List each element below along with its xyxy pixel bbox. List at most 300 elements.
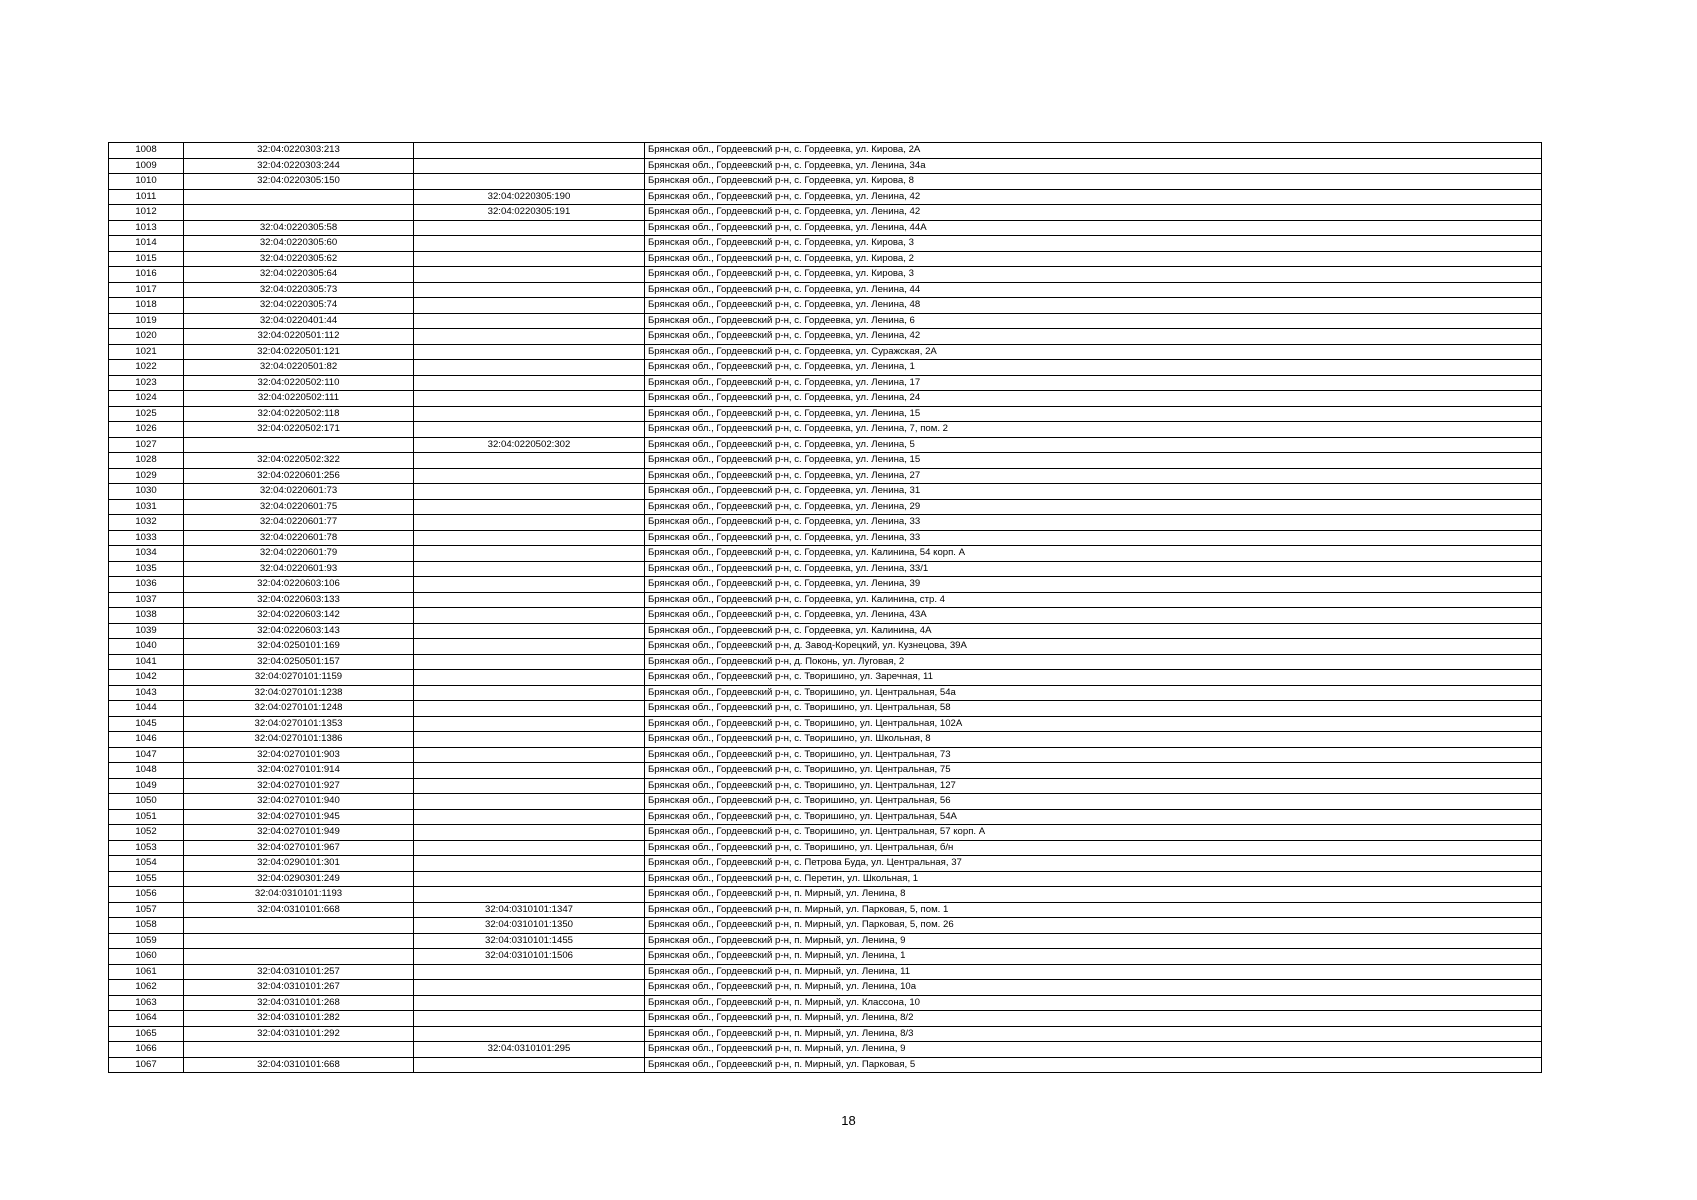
cadastral-number-cell: 32:04:0220601:256 xyxy=(184,468,414,484)
cadastral-number-cell: 32:04:0250101:169 xyxy=(184,639,414,655)
table-row xyxy=(109,267,1542,283)
address-cell: Брянская обл., Гордеевский р-н, с. Перетин, ул. Школьная, 1 xyxy=(645,871,1542,887)
table-row xyxy=(109,887,1542,903)
row-number-cell: 1026 xyxy=(109,422,184,438)
table-row xyxy=(109,670,1542,686)
address-cell: Брянская обл., Гордеевский р-н, с. Гордеевка, ул. Калинина, 4А xyxy=(645,623,1542,639)
row-number-cell: 1009 xyxy=(109,158,184,174)
cadastral-number-cell: 32:04:0270101:967 xyxy=(184,840,414,856)
table-row xyxy=(109,174,1542,190)
related-cadastral-number-cell xyxy=(414,701,645,717)
related-cadastral-number-cell xyxy=(414,313,645,329)
related-cadastral-number-cell xyxy=(414,1011,645,1027)
row-number-cell: 1066 xyxy=(109,1042,184,1058)
related-cadastral-number-cell xyxy=(414,639,645,655)
address-cell: Брянская обл., Гордеевский р-н, с. Гордеевка, ул. Ленина, 15 xyxy=(645,406,1542,422)
cadastral-number-cell: 32:04:0310101:257 xyxy=(184,964,414,980)
property-registry-table xyxy=(108,142,1542,1073)
row-number-cell: 1045 xyxy=(109,716,184,732)
table-row xyxy=(109,902,1542,918)
related-cadastral-number-cell xyxy=(414,809,645,825)
address-cell: Брянская обл., Гордеевский р-н, с. Гордеевка, ул. Ленина, 5 xyxy=(645,437,1542,453)
related-cadastral-number-cell xyxy=(414,592,645,608)
table-row xyxy=(109,437,1542,453)
cadastral-number-cell: 32:04:0220501:82 xyxy=(184,360,414,376)
related-cadastral-number-cell: 32:04:0220305:191 xyxy=(414,205,645,221)
cadastral-number-cell: 32:04:0270101:1248 xyxy=(184,701,414,717)
cadastral-number-cell: 32:04:0310101:267 xyxy=(184,980,414,996)
related-cadastral-number-cell xyxy=(414,236,645,252)
cadastral-number-cell: 32:04:0220305:58 xyxy=(184,220,414,236)
row-number-cell: 1038 xyxy=(109,608,184,624)
row-number-cell: 1008 xyxy=(109,143,184,159)
related-cadastral-number-cell xyxy=(414,980,645,996)
cadastral-number-cell: 32:04:0220303:244 xyxy=(184,158,414,174)
row-number-cell: 1049 xyxy=(109,778,184,794)
related-cadastral-number-cell xyxy=(414,375,645,391)
related-cadastral-number-cell xyxy=(414,174,645,190)
related-cadastral-number-cell xyxy=(414,825,645,841)
table-row xyxy=(109,809,1542,825)
cadastral-number-cell: 32:04:0310101:1193 xyxy=(184,887,414,903)
row-number-cell: 1046 xyxy=(109,732,184,748)
table-row xyxy=(109,608,1542,624)
cadastral-number-cell: 32:04:0220305:60 xyxy=(184,236,414,252)
row-number-cell: 1064 xyxy=(109,1011,184,1027)
table-row xyxy=(109,623,1542,639)
row-number-cell: 1016 xyxy=(109,267,184,283)
related-cadastral-number-cell: 32:04:0310101:1506 xyxy=(414,949,645,965)
address-cell: Брянская обл., Гордеевский р-н, с. Гордеевка, ул. Ленина, 15 xyxy=(645,453,1542,469)
cadastral-number-cell xyxy=(184,918,414,934)
address-cell: Брянская обл., Гордеевский р-н, с. Петрова Буда, ул. Центральная, 37 xyxy=(645,856,1542,872)
row-number-cell: 1035 xyxy=(109,561,184,577)
table-row xyxy=(109,453,1542,469)
address-cell: Брянская обл., Гордеевский р-н, с. Гордеевка, ул. Суражская, 2А xyxy=(645,344,1542,360)
row-number-cell: 1037 xyxy=(109,592,184,608)
row-number-cell: 1028 xyxy=(109,453,184,469)
address-cell: Брянская обл., Гордеевский р-н, д. Завод-Корецкий, ул. Кузнецова, 39А xyxy=(645,639,1542,655)
row-number-cell: 1061 xyxy=(109,964,184,980)
table-row xyxy=(109,964,1542,980)
row-number-cell: 1055 xyxy=(109,871,184,887)
table-row xyxy=(109,778,1542,794)
table-row xyxy=(109,499,1542,515)
table-row xyxy=(109,468,1542,484)
related-cadastral-number-cell xyxy=(414,623,645,639)
table-row xyxy=(109,763,1542,779)
table-row xyxy=(109,205,1542,221)
related-cadastral-number-cell xyxy=(414,530,645,546)
table-row xyxy=(109,282,1542,298)
address-cell: Брянская обл., Гордеевский р-н, с. Творишино, ул. Центральная, 102А xyxy=(645,716,1542,732)
table-row xyxy=(109,1011,1542,1027)
related-cadastral-number-cell: 32:04:0310101:1347 xyxy=(414,902,645,918)
related-cadastral-number-cell xyxy=(414,778,645,794)
cadastral-number-cell: 32:04:0220603:143 xyxy=(184,623,414,639)
row-number-cell: 1067 xyxy=(109,1057,184,1073)
cadastral-number-cell: 32:04:0220303:213 xyxy=(184,143,414,159)
related-cadastral-number-cell: 32:04:0310101:1350 xyxy=(414,918,645,934)
address-cell: Брянская обл., Гордеевский р-н, п. Мирный, ул. Классона, 10 xyxy=(645,995,1542,1011)
cadastral-number-cell: 32:04:0220601:93 xyxy=(184,561,414,577)
cadastral-number-cell: 32:04:0270101:1238 xyxy=(184,685,414,701)
row-number-cell: 1027 xyxy=(109,437,184,453)
address-cell: Брянская обл., Гордеевский р-н, с. Творишино, ул. Центральная, 58 xyxy=(645,701,1542,717)
cadastral-number-cell: 32:04:0270101:1386 xyxy=(184,732,414,748)
row-number-cell: 1044 xyxy=(109,701,184,717)
related-cadastral-number-cell xyxy=(414,143,645,159)
row-number-cell: 1011 xyxy=(109,189,184,205)
address-cell: Брянская обл., Гордеевский р-н, с. Гордеевка, ул. Кирова, 2А xyxy=(645,143,1542,159)
address-cell: Брянская обл., Гордеевский р-н, с. Творишино, ул. Центральная, 75 xyxy=(645,763,1542,779)
related-cadastral-number-cell xyxy=(414,344,645,360)
table-row xyxy=(109,871,1542,887)
related-cadastral-number-cell xyxy=(414,484,645,500)
row-number-cell: 1058 xyxy=(109,918,184,934)
row-number-cell: 1014 xyxy=(109,236,184,252)
cadastral-number-cell: 32:04:0220502:118 xyxy=(184,406,414,422)
cadastral-number-cell xyxy=(184,949,414,965)
address-cell: Брянская обл., Гордеевский р-н, с. Гордеевка, ул. Ленина, 42 xyxy=(645,205,1542,221)
address-cell: Брянская обл., Гордеевский р-н, с. Гордеевка, ул. Ленина, 39 xyxy=(645,577,1542,593)
address-cell: Брянская обл., Гордеевский р-н, с. Творишино, ул. Центральная, 127 xyxy=(645,778,1542,794)
cadastral-number-cell xyxy=(184,933,414,949)
related-cadastral-number-cell xyxy=(414,329,645,345)
address-cell: Брянская обл., Гордеевский р-н, с. Гордеевка, ул. Ленина, 1 xyxy=(645,360,1542,376)
cadastral-number-cell: 32:04:0220305:64 xyxy=(184,267,414,283)
cadastral-number-cell: 32:04:0310101:268 xyxy=(184,995,414,1011)
address-cell: Брянская обл., Гордеевский р-н, с. Гордеевка, ул. Ленина, 43А xyxy=(645,608,1542,624)
page-number: 18 xyxy=(841,1113,856,1128)
table-row xyxy=(109,143,1542,159)
related-cadastral-number-cell xyxy=(414,995,645,1011)
related-cadastral-number-cell xyxy=(414,499,645,515)
cadastral-number-cell: 32:04:0310101:668 xyxy=(184,902,414,918)
related-cadastral-number-cell xyxy=(414,856,645,872)
table-row xyxy=(109,344,1542,360)
table-row xyxy=(109,251,1542,267)
row-number-cell: 1019 xyxy=(109,313,184,329)
address-cell: Брянская обл., Гордеевский р-н, п. Мирный, ул. Ленина, 1 xyxy=(645,949,1542,965)
address-cell: Брянская обл., Гордеевский р-н, с. Гордеевка, ул. Ленина, 33/1 xyxy=(645,561,1542,577)
address-cell: Брянская обл., Гордеевский р-н, п. Мирный, ул. Ленина, 11 xyxy=(645,964,1542,980)
row-number-cell: 1051 xyxy=(109,809,184,825)
row-number-cell: 1032 xyxy=(109,515,184,531)
cadastral-number-cell: 32:04:0220601:79 xyxy=(184,546,414,562)
row-number-cell: 1015 xyxy=(109,251,184,267)
table-row xyxy=(109,732,1542,748)
related-cadastral-number-cell xyxy=(414,763,645,779)
row-number-cell: 1065 xyxy=(109,1026,184,1042)
table-row xyxy=(109,329,1542,345)
cadastral-number-cell: 32:04:0270101:1159 xyxy=(184,670,414,686)
row-number-cell: 1059 xyxy=(109,933,184,949)
address-cell: Брянская обл., Гордеевский р-н, п. Мирный, ул. Парковая, 5 xyxy=(645,1057,1542,1073)
row-number-cell: 1013 xyxy=(109,220,184,236)
table-row xyxy=(109,406,1542,422)
address-cell: Брянская обл., Гордеевский р-н, с. Гордеевка, ул. Ленина, 31 xyxy=(645,484,1542,500)
address-cell: Брянская обл., Гордеевский р-н, с. Творишино, ул. Центральная, б/н xyxy=(645,840,1542,856)
address-cell: Брянская обл., Гордеевский р-н, с. Гордеевка, ул. Кирова, 3 xyxy=(645,236,1542,252)
address-cell: Брянская обл., Гордеевский р-н, с. Гордеевка, ул. Кирова, 3 xyxy=(645,267,1542,283)
address-cell: Брянская обл., Гордеевский р-н, с. Гордеевка, ул. Кирова, 2 xyxy=(645,251,1542,267)
table-row xyxy=(109,716,1542,732)
address-cell: Брянская обл., Гордеевский р-н, с. Гордеевка, ул. Ленина, 44 xyxy=(645,282,1542,298)
related-cadastral-number-cell: 32:04:0220305:190 xyxy=(414,189,645,205)
cadastral-number-cell: 32:04:0220305:73 xyxy=(184,282,414,298)
row-number-cell: 1040 xyxy=(109,639,184,655)
row-number-cell: 1054 xyxy=(109,856,184,872)
related-cadastral-number-cell xyxy=(414,406,645,422)
address-cell: Брянская обл., Гордеевский р-н, с. Гордеевка, ул. Ленина, 24 xyxy=(645,391,1542,407)
related-cadastral-number-cell xyxy=(414,515,645,531)
cadastral-number-cell xyxy=(184,205,414,221)
row-number-cell: 1048 xyxy=(109,763,184,779)
row-number-cell: 1033 xyxy=(109,530,184,546)
related-cadastral-number-cell xyxy=(414,220,645,236)
row-number-cell: 1053 xyxy=(109,840,184,856)
cadastral-number-cell: 32:04:0220603:133 xyxy=(184,592,414,608)
table-row xyxy=(109,189,1542,205)
registry-table-body xyxy=(109,143,1542,1073)
related-cadastral-number-cell xyxy=(414,794,645,810)
table-row xyxy=(109,856,1542,872)
address-cell: Брянская обл., Гордеевский р-н, с. Гордеевка, ул. Ленина, 34а xyxy=(645,158,1542,174)
related-cadastral-number-cell xyxy=(414,608,645,624)
table-row xyxy=(109,949,1542,965)
address-cell: Брянская обл., Гордеевский р-н, с. Гордеевка, ул. Ленина, 44А xyxy=(645,220,1542,236)
address-cell: Брянская обл., Гордеевский р-н, д. Поконь, ул. Луговая, 2 xyxy=(645,654,1542,670)
row-number-cell: 1042 xyxy=(109,670,184,686)
cadastral-number-cell: 32:04:0270101:949 xyxy=(184,825,414,841)
row-number-cell: 1010 xyxy=(109,174,184,190)
table-row xyxy=(109,530,1542,546)
row-number-cell: 1029 xyxy=(109,468,184,484)
cadastral-number-cell: 32:04:0270101:945 xyxy=(184,809,414,825)
row-number-cell: 1023 xyxy=(109,375,184,391)
table-row xyxy=(109,360,1542,376)
cadastral-number-cell: 32:04:0220305:62 xyxy=(184,251,414,267)
address-cell: Брянская обл., Гордеевский р-н, с. Гордеевка, ул. Ленина, 7, пом. 2 xyxy=(645,422,1542,438)
row-number-cell: 1043 xyxy=(109,685,184,701)
address-cell: Брянская обл., Гордеевский р-н, с. Гордеевка, ул. Ленина, 42 xyxy=(645,189,1542,205)
address-cell: Брянская обл., Гордеевский р-н, п. Мирный, ул. Ленина, 8/2 xyxy=(645,1011,1542,1027)
related-cadastral-number-cell xyxy=(414,577,645,593)
related-cadastral-number-cell xyxy=(414,158,645,174)
cadastral-number-cell xyxy=(184,437,414,453)
address-cell: Брянская обл., Гордеевский р-н, с. Гордеевка, ул. Кирова, 8 xyxy=(645,174,1542,190)
row-number-cell: 1056 xyxy=(109,887,184,903)
row-number-cell: 1039 xyxy=(109,623,184,639)
address-cell: Брянская обл., Гордеевский р-н, с. Творишино, ул. Школьная, 8 xyxy=(645,732,1542,748)
cadastral-number-cell: 32:04:0220603:106 xyxy=(184,577,414,593)
related-cadastral-number-cell xyxy=(414,251,645,267)
related-cadastral-number-cell: 32:04:0310101:295 xyxy=(414,1042,645,1058)
related-cadastral-number-cell xyxy=(414,468,645,484)
row-number-cell: 1020 xyxy=(109,329,184,345)
row-number-cell: 1041 xyxy=(109,654,184,670)
address-cell: Брянская обл., Гордеевский р-н, п. Мирный, ул. Ленина, 8 xyxy=(645,887,1542,903)
related-cadastral-number-cell xyxy=(414,670,645,686)
table-row xyxy=(109,918,1542,934)
table-row xyxy=(109,236,1542,252)
row-number-cell: 1034 xyxy=(109,546,184,562)
address-cell: Брянская обл., Гордеевский р-н, с. Гордеевка, ул. Ленина, 42 xyxy=(645,329,1542,345)
cadastral-number-cell: 32:04:0220501:121 xyxy=(184,344,414,360)
row-number-cell: 1030 xyxy=(109,484,184,500)
row-number-cell: 1012 xyxy=(109,205,184,221)
row-number-cell: 1060 xyxy=(109,949,184,965)
cadastral-number-cell: 32:04:0220502:322 xyxy=(184,453,414,469)
table-row xyxy=(109,685,1542,701)
cadastral-number-cell: 32:04:0310101:282 xyxy=(184,1011,414,1027)
cadastral-number-cell: 32:04:0220502:111 xyxy=(184,391,414,407)
related-cadastral-number-cell: 32:04:0220502:302 xyxy=(414,437,645,453)
row-number-cell: 1024 xyxy=(109,391,184,407)
table-row xyxy=(109,220,1542,236)
address-cell: Брянская обл., Гордеевский р-н, п. Мирный, ул. Ленина, 9 xyxy=(645,933,1542,949)
table-row xyxy=(109,933,1542,949)
address-cell: Брянская обл., Гордеевский р-н, п. Мирный, ул. Парковая, 5, пом. 26 xyxy=(645,918,1542,934)
row-number-cell: 1050 xyxy=(109,794,184,810)
cadastral-number-cell: 32:04:0220401:44 xyxy=(184,313,414,329)
related-cadastral-number-cell xyxy=(414,267,645,283)
cadastral-number-cell xyxy=(184,1042,414,1058)
table-row xyxy=(109,639,1542,655)
cadastral-number-cell: 32:04:0270101:903 xyxy=(184,747,414,763)
table-row xyxy=(109,561,1542,577)
related-cadastral-number-cell xyxy=(414,360,645,376)
table-row xyxy=(109,980,1542,996)
table-row xyxy=(109,391,1542,407)
table-row xyxy=(109,592,1542,608)
table-row xyxy=(109,1057,1542,1073)
related-cadastral-number-cell xyxy=(414,453,645,469)
related-cadastral-number-cell xyxy=(414,747,645,763)
address-cell: Брянская обл., Гордеевский р-н, с. Гордеевка, ул. Калинина, стр. 4 xyxy=(645,592,1542,608)
cadastral-number-cell: 32:04:0270101:914 xyxy=(184,763,414,779)
related-cadastral-number-cell xyxy=(414,840,645,856)
cadastral-number-cell: 32:04:0220603:142 xyxy=(184,608,414,624)
address-cell: Брянская обл., Гордеевский р-н, с. Гордеевка, ул. Ленина, 6 xyxy=(645,313,1542,329)
related-cadastral-number-cell xyxy=(414,282,645,298)
cadastral-number-cell: 32:04:0220502:171 xyxy=(184,422,414,438)
table-row xyxy=(109,546,1542,562)
related-cadastral-number-cell xyxy=(414,422,645,438)
related-cadastral-number-cell xyxy=(414,1026,645,1042)
address-cell: Брянская обл., Гордеевский р-н, с. Гордеевка, ул. Ленина, 33 xyxy=(645,515,1542,531)
table-row xyxy=(109,515,1542,531)
table-row xyxy=(109,375,1542,391)
address-cell: Брянская обл., Гордеевский р-н, с. Творишино, ул. Центральная, 54А xyxy=(645,809,1542,825)
row-number-cell: 1062 xyxy=(109,980,184,996)
cadastral-number-cell: 32:04:0310101:292 xyxy=(184,1026,414,1042)
table-row xyxy=(109,422,1542,438)
address-cell: Брянская обл., Гордеевский р-н, с. Творишино, ул. Центральная, 57 корп. А xyxy=(645,825,1542,841)
related-cadastral-number-cell xyxy=(414,546,645,562)
related-cadastral-number-cell xyxy=(414,298,645,314)
address-cell: Брянская обл., Гордеевский р-н, с. Творишино, ул. Центральная, 73 xyxy=(645,747,1542,763)
table-row xyxy=(109,747,1542,763)
related-cadastral-number-cell xyxy=(414,732,645,748)
table-row xyxy=(109,313,1542,329)
table-row xyxy=(109,825,1542,841)
address-cell: Брянская обл., Гордеевский р-н, с. Гордеевка, ул. Ленина, 27 xyxy=(645,468,1542,484)
table-row xyxy=(109,701,1542,717)
related-cadastral-number-cell xyxy=(414,685,645,701)
table-row xyxy=(109,484,1542,500)
cadastral-number-cell: 32:04:0220502:110 xyxy=(184,375,414,391)
address-cell: Брянская обл., Гордеевский р-н, с. Гордеевка, ул. Ленина, 48 xyxy=(645,298,1542,314)
row-number-cell: 1022 xyxy=(109,360,184,376)
cadastral-number-cell xyxy=(184,189,414,205)
cadastral-number-cell: 32:04:0220601:78 xyxy=(184,530,414,546)
cadastral-number-cell: 32:04:0270101:1353 xyxy=(184,716,414,732)
cadastral-number-cell: 32:04:0290301:249 xyxy=(184,871,414,887)
cadastral-number-cell: 32:04:0270101:940 xyxy=(184,794,414,810)
row-number-cell: 1025 xyxy=(109,406,184,422)
table-row xyxy=(109,840,1542,856)
table-row xyxy=(109,298,1542,314)
cadastral-number-cell: 32:04:0220601:73 xyxy=(184,484,414,500)
related-cadastral-number-cell xyxy=(414,391,645,407)
related-cadastral-number-cell xyxy=(414,887,645,903)
address-cell: Брянская обл., Гордеевский р-н, с. Творишино, ул. Центральная, 56 xyxy=(645,794,1542,810)
address-cell: Брянская обл., Гордеевский р-н, п. Мирный, ул. Ленина, 10а xyxy=(645,980,1542,996)
related-cadastral-number-cell xyxy=(414,561,645,577)
cadastral-number-cell: 32:04:0220601:75 xyxy=(184,499,414,515)
address-cell: Брянская обл., Гордеевский р-н, с. Гордеевка, ул. Ленина, 17 xyxy=(645,375,1542,391)
address-cell: Брянская обл., Гордеевский р-н, с. Гордеевка, ул. Ленина, 33 xyxy=(645,530,1542,546)
row-number-cell: 1018 xyxy=(109,298,184,314)
row-number-cell: 1057 xyxy=(109,902,184,918)
related-cadastral-number-cell xyxy=(414,871,645,887)
table-row xyxy=(109,1026,1542,1042)
cadastral-number-cell: 32:04:0220601:77 xyxy=(184,515,414,531)
table-row xyxy=(109,1042,1542,1058)
related-cadastral-number-cell xyxy=(414,964,645,980)
address-cell: Брянская обл., Гордеевский р-н, с. Гордеевка, ул. Ленина, 29 xyxy=(645,499,1542,515)
row-number-cell: 1036 xyxy=(109,577,184,593)
cadastral-number-cell: 32:04:0250501:157 xyxy=(184,654,414,670)
related-cadastral-number-cell xyxy=(414,716,645,732)
address-cell: Брянская обл., Гордеевский р-н, с. Гордеевка, ул. Калинина, 54 корп. А xyxy=(645,546,1542,562)
cadastral-number-cell: 32:04:0270101:927 xyxy=(184,778,414,794)
cadastral-number-cell: 32:04:0220501:112 xyxy=(184,329,414,345)
cadastral-number-cell: 32:04:0290101:301 xyxy=(184,856,414,872)
row-number-cell: 1031 xyxy=(109,499,184,515)
address-cell: Брянская обл., Гордеевский р-н, п. Мирный, ул. Парковая, 5, пом. 1 xyxy=(645,902,1542,918)
address-cell: Брянская обл., Гордеевский р-н, с. Творишино, ул. Центральная, 54а xyxy=(645,685,1542,701)
table-row xyxy=(109,158,1542,174)
row-number-cell: 1052 xyxy=(109,825,184,841)
row-number-cell: 1063 xyxy=(109,995,184,1011)
row-number-cell: 1047 xyxy=(109,747,184,763)
cadastral-number-cell: 32:04:0310101:668 xyxy=(184,1057,414,1073)
address-cell: Брянская обл., Гордеевский р-н, п. Мирный, ул. Ленина, 9 xyxy=(645,1042,1542,1058)
table-row xyxy=(109,577,1542,593)
address-cell: Брянская обл., Гордеевский р-н, п. Мирный, ул. Ленина, 8/3 xyxy=(645,1026,1542,1042)
table-row xyxy=(109,995,1542,1011)
row-number-cell: 1017 xyxy=(109,282,184,298)
table-row xyxy=(109,794,1542,810)
related-cadastral-number-cell: 32:04:0310101:1455 xyxy=(414,933,645,949)
address-cell: Брянская обл., Гордеевский р-н, с. Творишино, ул. Заречная, 11 xyxy=(645,670,1542,686)
table-row xyxy=(109,654,1542,670)
cadastral-number-cell: 32:04:0220305:150 xyxy=(184,174,414,190)
row-number-cell: 1021 xyxy=(109,344,184,360)
